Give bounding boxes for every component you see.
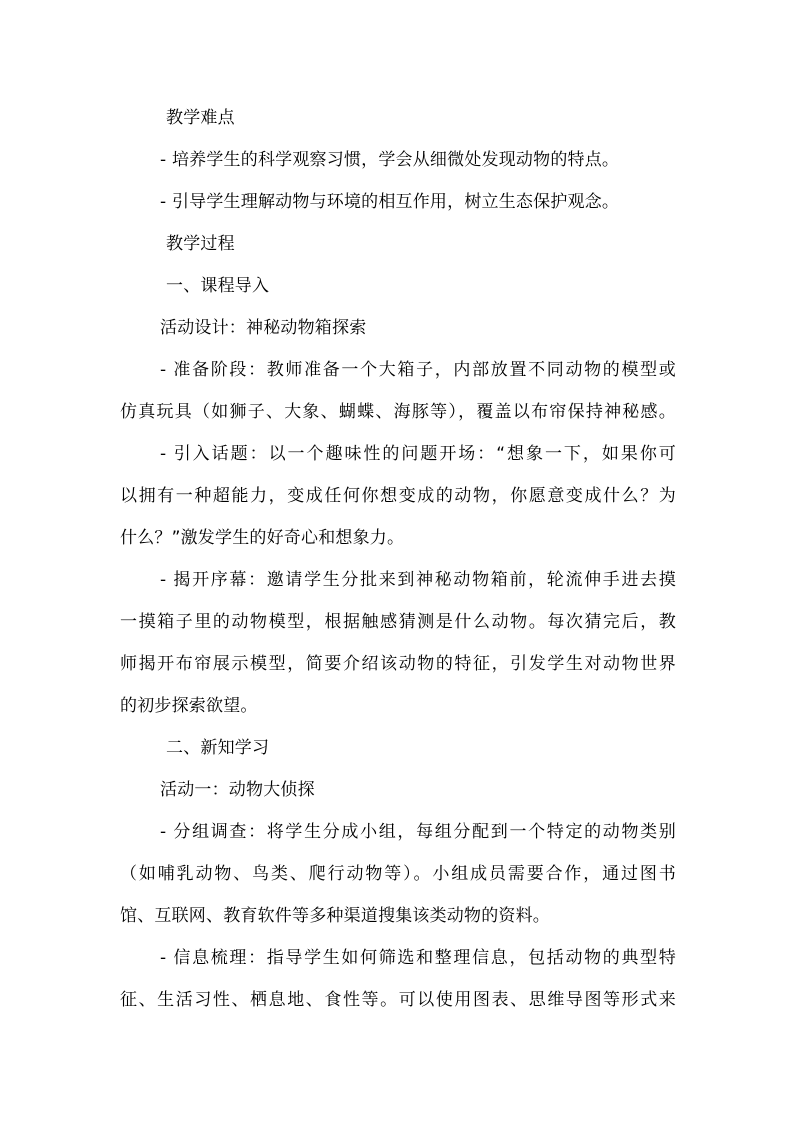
section-heading-new-knowledge: 二、新知学习 <box>166 738 270 758</box>
heading-teaching-difficulties: 教学难点 <box>166 108 235 128</box>
paragraph-line: 什么？”激发学生的好奇心和想象力。 <box>120 528 405 548</box>
difficulty-item-1: - 培养学生的科学观察习惯，学会从细微处发现动物的特点。 <box>160 150 620 170</box>
section-heading-intro: 一、课程导入 <box>166 276 270 296</box>
paragraph-line: - 分组调查：将学生分成小组，每组分配到一个特定的动物类别 <box>160 822 676 842</box>
paragraph-line: 一摸箱子里的动物模型，根据触感猜测是什么动物。每次猜完后，教 <box>120 612 676 632</box>
paragraph-line: 的初步探索欲望。 <box>120 696 258 716</box>
paragraph-line: （如哺乳动物、鸟类、爬行动物等）。小组成员需要合作，通过图书 <box>120 864 676 884</box>
activity-one-title: 活动一：动物大侦探 <box>160 780 315 800</box>
paragraph-line: 以拥有一种超能力，变成任何你想变成的动物，你愿意变成什么？为 <box>120 486 676 506</box>
paragraph-line: - 信息梳理：指导学生如何筛选和整理信息，包括动物的典型特 <box>160 948 676 968</box>
paragraph-line: 仿真玩具（如狮子、大象、蝴蝶、海豚等），覆盖以布帘保持神秘感。 <box>120 402 676 422</box>
paragraph-line: - 揭开序幕：邀请学生分批来到神秘动物箱前，轮流伸手进去摸 <box>160 570 676 590</box>
paragraph-line: 师揭开布帘展示模型，简要介绍该动物的特征，引发学生对动物世界 <box>120 654 676 674</box>
heading-teaching-process: 教学过程 <box>166 234 235 254</box>
difficulty-item-2: - 引导学生理解动物与环境的相互作用，树立生态保护观念。 <box>160 192 620 212</box>
paragraph-line: 征、生活习性、栖息地、食性等。可以使用图表、思维导图等形式来 <box>120 990 676 1010</box>
paragraph-line: - 引入话题：以一个趣味性的问题开场：“想象一下，如果你可 <box>160 444 676 464</box>
paragraph-line: - 准备阶段：教师准备一个大箱子，内部放置不同动物的模型或 <box>160 360 676 380</box>
paragraph-line: 馆、互联网、教育软件等多种渠道搜集该类动物的资料。 <box>120 906 550 926</box>
activity-design-title: 活动设计：神秘动物箱探索 <box>160 318 367 338</box>
